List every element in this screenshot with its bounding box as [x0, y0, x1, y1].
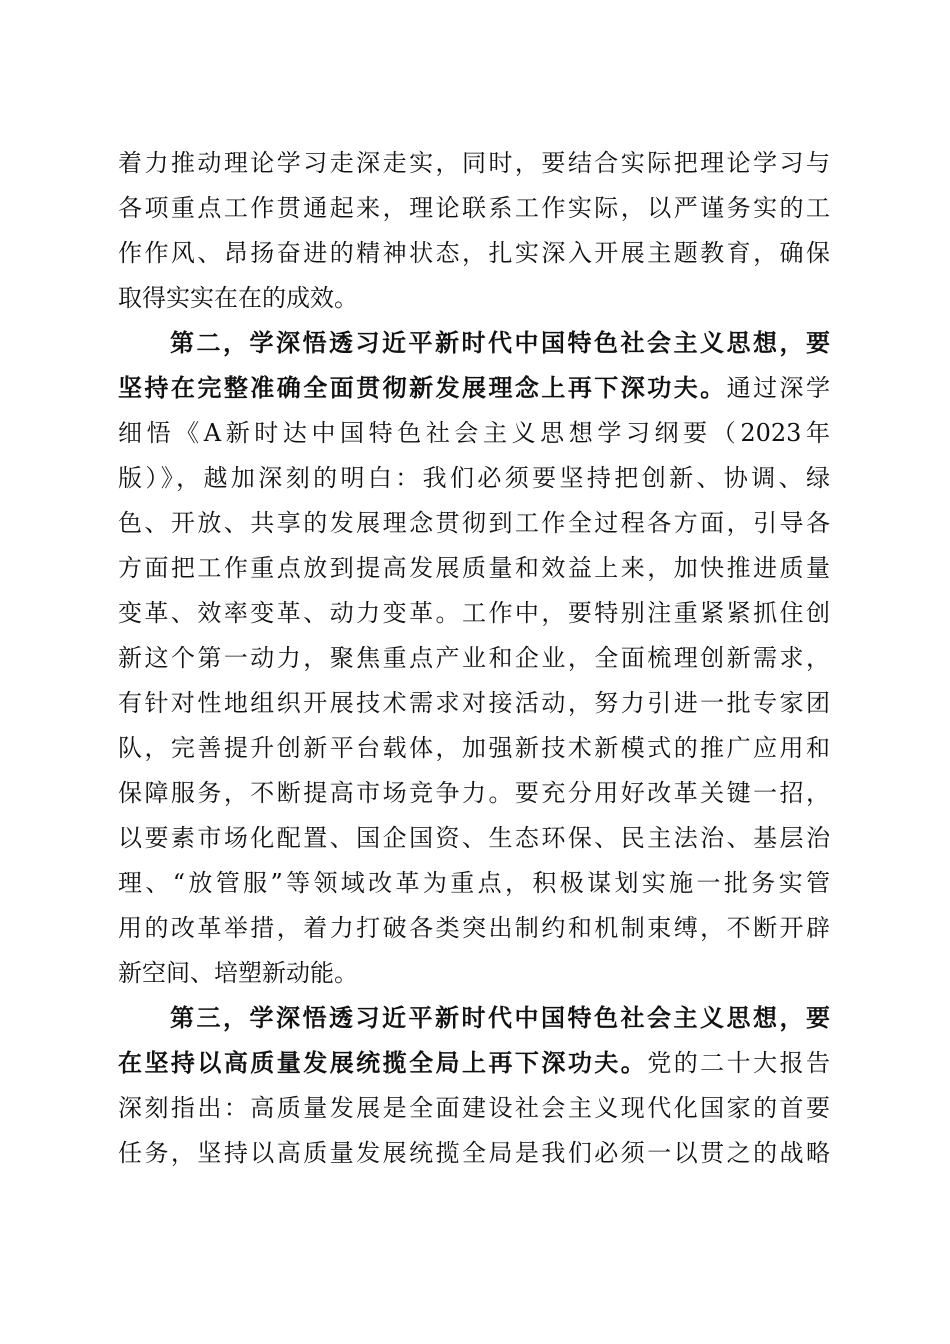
body-text-line: 深刻指出：高质量发展是全面建设社会主义现代化国家的首要	[118, 1094, 830, 1122]
body-text-line: 细悟《A新时达中国特色社会主义思想学习纲要（2023年	[118, 419, 830, 447]
body-text-line: 色、开放、共享的发展理念贯彻到工作全过程各方面，引导各	[118, 509, 830, 537]
body-text-line: 保障服务，不断提高市场竞争力。要充分用好改革关键一招，	[118, 779, 830, 807]
body-text-line: 队，完善提升创新平台载体，加强新技术新模式的推广应用和	[118, 734, 830, 762]
body-text-run: 通过深学	[726, 374, 831, 402]
body-text-line: 新这个第一动力，聚焦重点产业和企业，全面梳理创新需求，	[118, 644, 830, 672]
body-text-line: 有针对性地组织开展技术需求对接活动，努力引进一批专家团	[118, 689, 830, 717]
section-heading-line	[118, 368, 830, 408]
body-text-run: 党的二十大报告	[647, 1049, 831, 1077]
body-text-line: 作作风、昂扬奋进的精神状态，扎实深入开展主题教育，确保	[118, 239, 830, 267]
section-heading-line: 第二，学深悟透习近平新时代中国特色社会主义思想，要	[170, 328, 830, 357]
body-text-line: 变革、效率变革、动力变革。工作中，要特别注重紧紧抓住创	[118, 599, 830, 627]
body-text-line: 新空间、培塑新动能。	[118, 959, 358, 987]
body-text-line: 各项重点工作贯通起来，理论联系工作实际，以严谨务实的工	[118, 194, 830, 222]
section-heading-line: 第三，学深悟透习近平新时代中国特色社会主义思想，要	[170, 1003, 830, 1032]
body-text-line: 版）》，越加深刻的明白：我们必须要坚持把创新、协调、绿	[118, 464, 830, 492]
section-heading-text: 坚持在完整准确全面贯彻新发展理念上再下深功夫。	[118, 373, 727, 402]
body-text-line: 方面把工作重点放到提高发展质量和效益上来，加快推进质量	[118, 554, 830, 582]
section-heading-line	[118, 1043, 830, 1083]
body-text-line: 用的改革举措，着力打破各类突出制约和机制束缚，不断开辟	[118, 914, 830, 942]
body-text-line: 任务，坚持以高质量发展统揽全局是我们必须一以贯之的战略	[118, 1139, 830, 1167]
body-text-line: 理、“放管服”等领域改革为重点，积极谋划实施一批务实管	[118, 869, 830, 897]
body-text-line: 取得实实在在的成效。	[118, 284, 358, 312]
section-heading-text: 在坚持以高质量发展统揽全局上再下深功夫。	[118, 1048, 648, 1077]
body-text-line: 以要素市场化配置、国企国资、生态环保、民主法治、基层治	[118, 824, 830, 852]
body-text-line: 着力推动理论学习走深走实，同时，要结合实际把理论学习与	[118, 149, 830, 177]
